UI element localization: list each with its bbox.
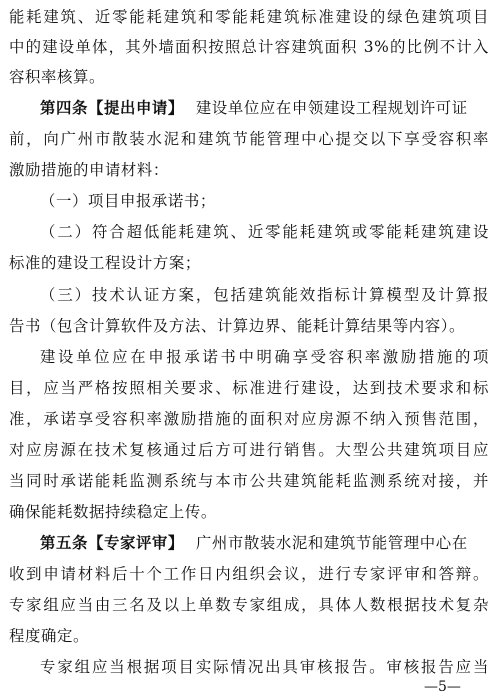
article-5-heading: 第五条【专家评审】 (40, 534, 184, 552)
list-item-1: （一）项目申报承诺书； (40, 192, 216, 210)
article-4-text: 建设单位应在申领建设工程规划许可证 (195, 99, 468, 117)
body-text-line: 容积率核算。 (9, 68, 105, 86)
list-item-2: （二）符合超低能耗建筑、近零能耗建筑或零能耗建筑建设 (40, 223, 489, 241)
body-text-line: 专家组应当根据项目实际情况出具审核报告。审核报告应当 (40, 658, 489, 676)
body-text-line: 程度确定。 (9, 627, 89, 645)
body-text-line: 建设单位应在申报承诺书中明确享受容积率激励措施的项 (40, 348, 489, 366)
body-text-line: 收到申请材料后十个工作日内组织会议，进行专家评审和答辩。 (9, 565, 489, 583)
article-4-line (40, 93, 468, 123)
body-text-line: 前，向广州市散装水泥和建筑节能管理中心提交以下享受容积率 (9, 130, 489, 148)
body-text-line: 当同时承诺能耗监测系统与本市公共建筑能耗监测系统对接，并 (9, 472, 489, 490)
article-5-text: 广州市散装水泥和建筑节能管理中心在 (195, 534, 468, 552)
article-4-heading: 第四条【提出申请】 (40, 99, 184, 117)
body-text-line: 专家组应当由三名及以上单数专家组成，具体人数根据技术复杂 (9, 596, 489, 614)
body-text-line: 对应房源在技术复核通过后方可进行销售。大型公共建筑项目应 (9, 441, 489, 459)
body-text-line: 目，应当严格按照相关要求、标准进行建设，达到技术要求和标 (9, 379, 489, 397)
list-item-3-cont: 告书（包含计算软件及方法、计算边界、能耗计算结果等内容）。 (9, 317, 466, 335)
body-text-line: 准，承诺享受容积率激励措施的面积对应房源不纳入预售范围， (9, 410, 489, 428)
page-number: —5— (424, 679, 461, 695)
body-text-line: 激励措施的申请材料： (9, 161, 169, 179)
list-item-2-cont: 标准的建设工程设计方案； (9, 254, 201, 272)
list-item-3: （三）技术认证方案，包括建筑能效指标计算模型及计算报 (40, 286, 489, 304)
body-text-line: 中的建设单体，其外墙面积按照总计容建筑面积 3%的比例不计入 (9, 38, 489, 56)
article-5-line (40, 528, 468, 558)
body-text-line: 确保能耗数据持续稳定上传。 (9, 503, 217, 521)
body-text-line: 能耗建筑、近零能耗建筑和零能耗建筑标准建设的绿色建筑项目 (9, 8, 489, 26)
